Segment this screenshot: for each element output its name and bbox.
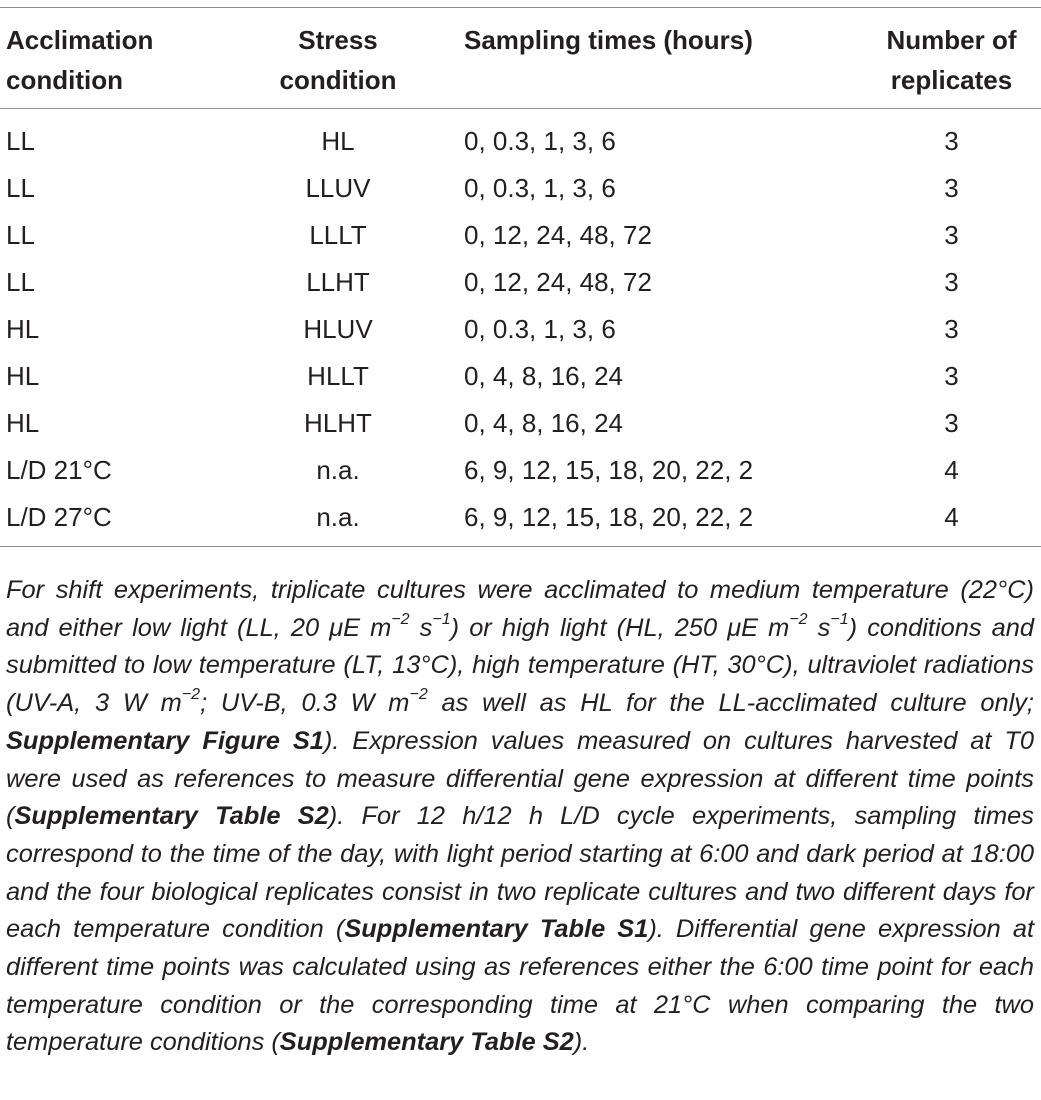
footnote-text: ; UV-B, 0.3 W m (200, 689, 410, 718)
cell-replicates: 3 (944, 172, 959, 203)
cell-replicates: 3 (944, 407, 959, 438)
footnote-superscript: −1 (432, 610, 451, 628)
footnote-text: ) or high light (HL, 250 μE m (450, 613, 790, 642)
header-replicates-line2: replicates (890, 65, 1013, 95)
cell-replicates: 4 (944, 454, 959, 485)
footnote-text: ). Expression values measured on cultures harvested at T0 were used as references to measure differential gene expression at different time points ( (6, 726, 1034, 831)
cell-acclimation: HL (6, 313, 40, 344)
cell-stress: n.a. (228, 493, 448, 547)
cell-stress: LLLT (309, 219, 367, 250)
cell-stress: HLLT (307, 360, 369, 391)
table-row (0, 258, 1041, 305)
footnote-text: ) conditions and submitted to low temperature (LT, 13°C), high temperature (HT, 30°C), ultraviolet radiations (UV-A, 3 W m (6, 613, 1035, 718)
footnote-superscript: −1 (830, 610, 849, 628)
cell-acclimation: LL (6, 125, 35, 156)
cell-acclimation: LL (6, 266, 35, 297)
cell-sampling: 6, 9, 12, 15, 18, 20, 22, 2 (464, 454, 754, 485)
cell-sampling: 0, 12, 24, 48, 72 (464, 266, 652, 297)
supplementary-table-s2-link[interactable]: Supplementary Table S2 (279, 1028, 574, 1057)
header-acclimation-condition (0, 8, 228, 109)
cell-sampling: 0, 0.3, 1, 3, 6 (464, 125, 616, 156)
cell-acclimation: HL (6, 407, 40, 438)
footnote-text: For shift experiments, triplicate cultures were acclimated to medium temperature (22°C) and either low light (LL, 20 μE m (6, 576, 1034, 642)
table-row (0, 305, 1041, 352)
cell-sampling: 0, 0.3, 1, 3, 6 (464, 313, 616, 344)
header-stress-line1: Stress (298, 25, 378, 55)
footnote-superscript: −2 (181, 686, 201, 704)
cell-stress: HL (321, 125, 355, 156)
header-number-of-replicates (862, 8, 1041, 109)
footnote-superscript: −2 (409, 686, 428, 704)
cell-replicates: 3 (944, 360, 959, 391)
cell-sampling: 0, 0.3, 1, 3, 6 (464, 172, 616, 203)
cell-acclimation: L/D 21°C (6, 454, 112, 485)
footnote-text: s (409, 613, 433, 642)
cell-sampling: 6, 9, 12, 15, 18, 20, 22, 2 (448, 493, 862, 547)
supplementary-table-s2-link[interactable]: Supplementary Table S2 (14, 802, 329, 831)
cell-sampling: 0, 4, 8, 16, 24 (464, 360, 624, 391)
footnote-text: as well as HL for the LL-acclimated culture only; (427, 689, 1034, 718)
footnote-text: s (807, 613, 831, 642)
table-row (0, 399, 1041, 446)
cell-replicates: 3 (944, 125, 959, 156)
cell-stress: LLHT (306, 266, 370, 297)
cell-replicates: 3 (944, 219, 959, 250)
table-header (0, 8, 1041, 109)
cell-stress: HLUV (303, 313, 373, 344)
header-sampling-times (448, 8, 862, 109)
cell-replicates: 3 (944, 266, 959, 297)
header-stress-line2: condition (279, 65, 397, 95)
cell-stress: HLHT (304, 407, 372, 438)
header-acclimation-line2: condition (6, 65, 123, 95)
header-sampling-label: Sampling times (hours) (464, 25, 753, 55)
cell-acclimation: L/D 27°C (0, 493, 228, 547)
data-table (0, 7, 1041, 547)
cell-replicates: 4 (862, 493, 1041, 547)
cell-stress: n.a. (316, 454, 360, 485)
footnote-text: ). (573, 1028, 590, 1057)
cell-acclimation: HL (6, 360, 40, 391)
header-acclimation-line1: Acclimation (6, 25, 154, 55)
cell-stress: LLUV (305, 172, 371, 203)
table-row (0, 164, 1041, 211)
table-row (0, 211, 1041, 258)
cell-sampling: 0, 4, 8, 16, 24 (464, 407, 624, 438)
cell-replicates: 3 (944, 313, 959, 344)
supplementary-figure-s1-link[interactable]: Supplementary Figure S1 (6, 726, 324, 755)
header-stress-condition (228, 8, 448, 109)
cell-acclimation: LL (6, 219, 35, 250)
table-row (0, 446, 1041, 493)
table-row (0, 352, 1041, 399)
cell-sampling: 0, 12, 24, 48, 72 (464, 219, 652, 250)
footnote-text: ). For 12 h/12 h L/D cycle experiments, sampling times correspond to the time of the day, with light period starting at 6:00 and dark period at 18:00 and the four biological replicates consist in two replicate cultures and two different days for each temperature condition ( (6, 802, 1034, 944)
table-row (0, 109, 1041, 165)
header-replicates-line1: Number of (886, 25, 1017, 55)
table-row (0, 493, 1041, 547)
table-body (0, 109, 1041, 547)
cell-acclimation: LL (6, 172, 35, 203)
table-footnote (6, 572, 1034, 1062)
supplementary-table-s1-link[interactable]: Supplementary Table S1 (344, 915, 649, 944)
header-row (0, 8, 1041, 109)
footnote-superscript: −2 (789, 610, 808, 628)
footnote-text: ). Differential gene expression at different time points was calculated using as references either the 6:00 time point for each temperature condition or the corresponding time at 21°C when comparing the two temperature conditions ( (6, 915, 1034, 1057)
footnote-superscript: −2 (391, 610, 410, 628)
